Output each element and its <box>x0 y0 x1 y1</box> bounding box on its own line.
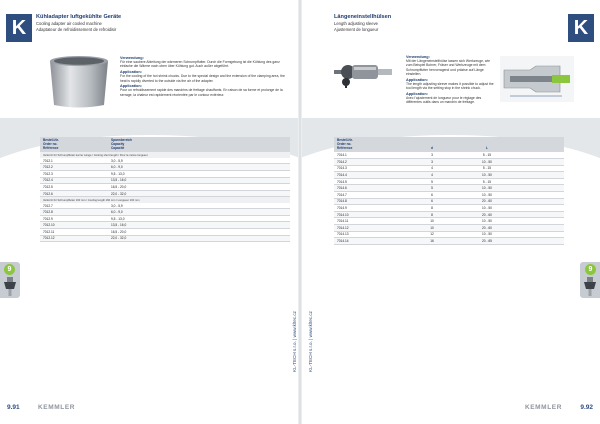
table-row <box>40 209 290 216</box>
cell-capacity: 22,0 - 32,0 <box>111 236 127 241</box>
shrink-chuck-icon <box>582 277 598 296</box>
cell-code: 7012.5 <box>43 184 53 189</box>
cell-l: 10 - 50 <box>482 192 492 197</box>
col-cap-en: Capacity <box>111 141 125 146</box>
cell-capacity: 13,5 - 16,0 <box>111 223 127 228</box>
desc-en: The length adjusting sleeve makes it possible to adjust the tool length via the setting stop in the shrink chuck. <box>406 81 494 90</box>
brand-wordmark: KEMMLER <box>38 404 76 411</box>
table-row <box>40 158 290 165</box>
cell-code: 7012.4 <box>43 178 53 183</box>
sleeve-in-chuck-diagram <box>500 56 574 102</box>
cell-code: 7012.6 <box>43 191 53 196</box>
cell-code: 7014.8 <box>337 199 347 204</box>
cell-d: 4 <box>431 172 433 177</box>
cell-d: 3 <box>431 159 433 164</box>
cell-d: 10 <box>430 225 434 230</box>
cell-d: 6 <box>431 192 433 197</box>
cell-code: 7012.3 <box>43 171 53 176</box>
table-row <box>40 191 290 198</box>
cell-capacity: 22,0 - 32,0 <box>111 191 127 196</box>
group-rows <box>40 158 290 198</box>
cell-code: 7012.9 <box>43 216 53 221</box>
cell-l: 10 - 50 <box>482 172 492 177</box>
table-row <box>40 229 290 236</box>
product-table <box>40 137 290 242</box>
cell-l: 20 - 60 <box>482 199 492 204</box>
title-en: Length adjusting sleeve <box>334 21 379 26</box>
title-de: Längeneinstellhülsen <box>334 14 392 20</box>
cell-d: 4 <box>431 166 433 171</box>
desc-en-head: Application: <box>120 70 142 75</box>
cell-code: 7012.11 <box>43 229 55 234</box>
cell-capacity: 16,5 - 20,0 <box>111 229 127 234</box>
cell-code: 7012.10 <box>43 223 55 228</box>
table-row <box>334 192 564 199</box>
vertical-company-text: KL-TECH s.r.o. | www.kltec.cz <box>292 311 297 372</box>
cell-code: 7014.11 <box>337 219 349 224</box>
desc-en-head: Application: <box>406 77 428 82</box>
table-row <box>40 164 290 171</box>
table-header <box>334 137 564 152</box>
cell-capacity: 16,5 - 20,0 <box>111 184 127 189</box>
title-block <box>36 14 121 32</box>
chapter-number: 9 <box>4 264 15 275</box>
cell-capacity: 6,0 - 9,0 <box>111 210 123 215</box>
cell-d: 5 <box>431 179 433 184</box>
cell-l: 20 - 65 <box>482 238 492 243</box>
cell-code: 7014.4 <box>337 172 347 177</box>
cell-code: 7014.12 <box>337 225 349 230</box>
desc-fr-head: Application: <box>406 91 428 96</box>
table-row <box>334 232 564 239</box>
cell-capacity: 3,0 - 5,9 <box>111 158 123 163</box>
table-row <box>40 171 290 178</box>
cell-l: 10 - 50 <box>482 186 492 191</box>
cell-d: 3 <box>431 153 433 158</box>
col-cap-de: Spannbereich <box>111 138 133 142</box>
cell-d: 8 <box>431 205 433 210</box>
cell-d: 8 <box>431 212 433 217</box>
cell-capacity: 9,5 - 13,0 <box>111 216 125 221</box>
desc-en: For the cooling of the hot shrink chucks. Due to the special design and the extension of the clamping area, the heat is rapidly diverted to the outside via the air of the adapter. <box>120 74 285 83</box>
group-heading: Verkürzt für Schrumpffutter kurzer Länge / Cooling short length / Pour la même longueur <box>40 152 290 157</box>
chapter-tab[interactable] <box>580 262 600 298</box>
group-heading: Verkürzt für Schrumpffutter 160 mm / Cooling length 160 mm / Longueur 160 mm <box>40 197 290 202</box>
cell-l: 10 - 50 <box>482 205 492 210</box>
cell-l: 20 - 60 <box>482 212 492 217</box>
title-de: Kühladapter luftgekühlte Geräte <box>36 14 122 20</box>
chapter-tab[interactable] <box>0 262 20 298</box>
group-rows <box>40 203 290 243</box>
col-cap-fr: Capacité <box>111 145 125 150</box>
table-row <box>334 159 564 166</box>
cell-d: 12 <box>430 232 434 237</box>
col-code-fr: Référence <box>337 145 353 150</box>
col-code-en: Order no. <box>337 141 352 146</box>
cell-l: 20 - 60 <box>482 225 492 230</box>
title-fr: Ajustement de longueur <box>334 26 379 32</box>
title-fr: Adaptateur de refroidissement de refroidisir <box>36 26 117 32</box>
length-adjusting-sleeve-image <box>332 52 394 96</box>
cell-code: 7014.6 <box>337 186 347 191</box>
table-row <box>334 179 564 186</box>
cooling-adapter-image <box>46 55 112 111</box>
cell-code: 7012.7 <box>43 203 53 208</box>
description <box>120 56 292 98</box>
cell-l: 5 - 15 <box>482 179 492 184</box>
desc-fr-head: Application: <box>120 84 142 89</box>
cell-code: 7012.2 <box>43 165 53 170</box>
table-row <box>334 185 564 192</box>
cell-capacity: 13,5 - 16,0 <box>111 178 127 183</box>
table-row <box>334 172 564 179</box>
table-header <box>40 137 290 152</box>
cell-code: 7014.14 <box>337 238 349 243</box>
cell-d: 10 <box>430 219 434 224</box>
page-number: 9.91 <box>7 404 20 411</box>
cell-capacity: 3,0 - 5,9 <box>111 203 123 208</box>
table-row <box>334 166 564 173</box>
title-block <box>334 14 391 32</box>
table-rows <box>334 152 564 244</box>
shrink-chuck-icon <box>2 277 18 296</box>
vertical-company-text: KL-TECH s.r.o. | www.kltec.cz <box>308 311 313 372</box>
col-d: d <box>431 145 433 150</box>
cell-code: 7012.12 <box>43 236 55 241</box>
cell-code: 7012.8 <box>43 210 53 215</box>
col-code-fr: Référence <box>43 145 59 150</box>
page-number: 9.92 <box>580 404 593 411</box>
desc-de: Für eine saubere Ableitung der wärmeren Schrumpffutter. Durch die Formgebung ist die Kühlung des ganz einfache die Wärme nach oben über Kühlung gut. Auch außer abgeführt. <box>120 60 280 69</box>
table-row <box>40 216 290 223</box>
cell-code: 7012.1 <box>43 158 53 163</box>
desc-de-head: Verwendung: <box>406 55 430 59</box>
table-row <box>334 238 564 245</box>
chapter-number: 9 <box>585 264 596 275</box>
cell-code: 7014.7 <box>337 192 347 197</box>
col-l: L <box>486 145 488 150</box>
cell-code: 7014.13 <box>337 232 349 237</box>
cell-capacity: 9,5 - 13,0 <box>111 171 125 176</box>
cell-code: 7014.3 <box>337 166 347 171</box>
cell-d: 6 <box>431 199 433 204</box>
table-row <box>40 178 290 185</box>
cell-l: 10 - 50 <box>482 219 492 224</box>
cell-code: 7014.5 <box>337 179 347 184</box>
table-row <box>334 212 564 219</box>
description <box>406 55 496 106</box>
desc-de: Mit der Längeneinstellhülse lassen sich Werkzeuge, wie zum Beispiel Bohrer, Fräser und Werkzeuge mit dem Schrumpffutter hervorragend und präzise auf Länge einstellen. <box>406 59 490 76</box>
title-en: Cooling adapter air cooled machine <box>36 21 102 26</box>
table-row <box>40 184 290 191</box>
table-row <box>334 205 564 212</box>
desc-fr: Avec l'ajustement de longueur pour le réglage des différentes outils dans un mandrin de frettage. <box>406 95 482 105</box>
cell-d: 16 <box>430 238 434 243</box>
table-row <box>40 203 290 210</box>
cell-l: 10 - 50 <box>482 232 492 237</box>
table-row <box>334 199 564 206</box>
cell-capacity: 6,0 - 9,0 <box>111 165 123 170</box>
kemmler-logo: K <box>6 14 32 42</box>
table-row <box>334 218 564 225</box>
kemmler-logo: K <box>568 14 594 42</box>
book-gutter <box>298 0 302 424</box>
cell-l: 5 - 15 <box>482 153 492 158</box>
table-row <box>334 152 564 159</box>
right-page <box>300 0 600 424</box>
desc-fr: Pour un refroidissement rapide des mandrins de frettage chauffants. En raison de sa forme et prolonge de la serrage, la chaleur est rapidement réorientée par le contour extérieur. <box>120 88 283 97</box>
cell-l: 10 - 50 <box>482 159 492 164</box>
cell-l: 5 - 15 <box>482 166 492 171</box>
table-row <box>40 222 290 229</box>
cell-d: 5 <box>431 186 433 191</box>
cell-code: 7014.1 <box>337 153 347 158</box>
table-row <box>334 225 564 232</box>
col-code-de: Bestell-Nr. <box>337 138 353 142</box>
cell-code: 7014.2 <box>337 159 347 164</box>
brand-wordmark: KEMMLER <box>524 404 562 411</box>
table-row <box>40 236 290 243</box>
cell-code: 7014.9 <box>337 205 347 210</box>
col-code-en: Order no. <box>43 141 58 146</box>
desc-de-head: Verwendung: <box>120 56 144 60</box>
product-table <box>334 137 564 245</box>
cell-code: 7014.10 <box>337 212 349 217</box>
col-code-de: Bestell-Nr. <box>43 138 59 142</box>
